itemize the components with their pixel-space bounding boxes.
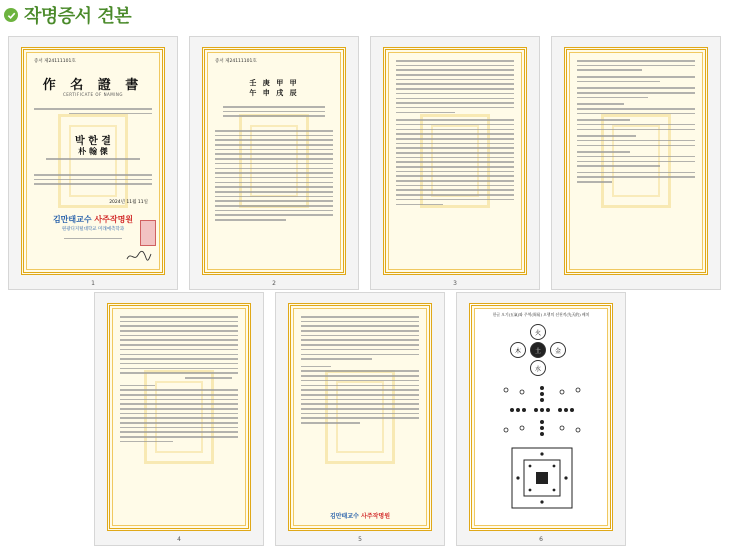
sample-page-6[interactable] bbox=[275, 292, 445, 546]
check-icon bbox=[4, 8, 18, 22]
section-title: 작명증서 견본 bbox=[24, 6, 132, 27]
brand-logo: 김만태교수 사주작명원 bbox=[329, 513, 391, 520]
certificate-sheet bbox=[288, 303, 432, 531]
sample-page-2[interactable] bbox=[189, 36, 359, 290]
hado-diagram-icon bbox=[492, 380, 592, 440]
certificate-sheet bbox=[21, 47, 165, 275]
organization-name: 원광디지털대학교 미래예측학과 bbox=[61, 227, 125, 232]
element-circle-fire: 火 bbox=[530, 324, 546, 340]
element-circle-earth: 土 bbox=[530, 342, 546, 358]
analysis-text-lines bbox=[577, 60, 695, 186]
page-number: 1 bbox=[91, 280, 95, 287]
contact-lines bbox=[64, 238, 122, 242]
certificate-sheet bbox=[202, 47, 346, 275]
sample-page-4[interactable] bbox=[551, 36, 721, 290]
section-header bbox=[4, 4, 131, 26]
diagram-heading: 한글 오기(五氣)와 주역(周易) 오행의 선천적(先天的) 배치 bbox=[492, 312, 590, 317]
hanja-name: 朴 翰 傑 bbox=[78, 146, 108, 156]
page-number: 3 bbox=[453, 280, 457, 287]
sample-page-1[interactable] bbox=[8, 36, 178, 290]
sample-page-5[interactable] bbox=[94, 292, 264, 546]
sample-page-3[interactable] bbox=[370, 36, 540, 290]
saju-pillars-bottom: 午 申 戌 辰 bbox=[249, 88, 299, 97]
certificate-sheet bbox=[107, 303, 251, 531]
certificate-info-lines bbox=[34, 108, 152, 117]
saju-pillars-top: 壬 庚 甲 甲 bbox=[249, 78, 299, 87]
name-meaning-lines bbox=[34, 158, 152, 163]
certificate-body-lines bbox=[34, 174, 152, 188]
element-circle-water: 水 bbox=[530, 360, 546, 376]
page-number: 6 bbox=[539, 536, 543, 543]
analysis-text-lines bbox=[396, 60, 514, 208]
analysis-text-lines bbox=[301, 316, 419, 427]
luck-cycle-lines bbox=[223, 106, 325, 120]
page-number: 5 bbox=[358, 536, 362, 543]
certificate-sheet bbox=[383, 47, 527, 275]
certificate-title: 作 名 證 書 bbox=[42, 78, 144, 93]
diagram-sheet bbox=[469, 303, 613, 531]
signature-icon bbox=[126, 250, 152, 262]
analysis-text-lines bbox=[120, 316, 238, 445]
certificate-sheet bbox=[564, 47, 708, 275]
certificate-date: 2024년 11월 11일 bbox=[109, 200, 148, 205]
element-circle-wood: 木 bbox=[510, 342, 526, 358]
analysis-text-lines bbox=[215, 130, 333, 224]
nakseo-diagram-icon bbox=[510, 446, 574, 510]
brand-logo: 김만태교수 사주작명원 bbox=[52, 215, 134, 224]
certificate-number: 증서 제24111101호 bbox=[215, 59, 257, 64]
sample-page-7[interactable] bbox=[456, 292, 626, 546]
certificate-subtitle: CERTIFICATE OF NAMING bbox=[62, 92, 124, 97]
element-circle-metal: 金 bbox=[550, 342, 566, 358]
page-number: 4 bbox=[177, 536, 181, 543]
page-number: 2 bbox=[272, 280, 276, 287]
certificate-number: 증서 제24111101호 bbox=[34, 59, 76, 64]
hangul-name: 박 한 결 bbox=[75, 136, 111, 147]
